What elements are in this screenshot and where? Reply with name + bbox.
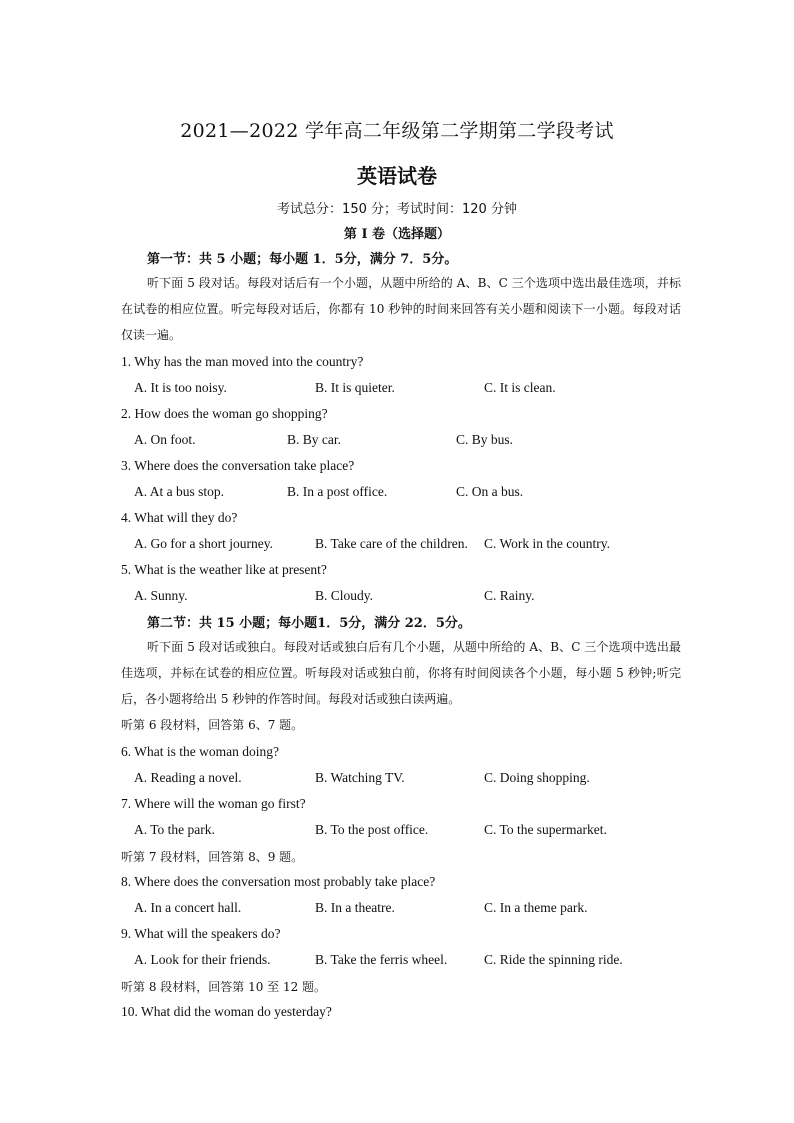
material-note-7: 听第 7 段材料，回答第 8、9 题。 [121,850,304,864]
material-note-6: 听第 6 段材料，回答第 6、7 题。 [121,718,304,732]
question-5-option-c: C. Rainy. [484,588,535,603]
question-1: 1. Why has the man moved into the country? [121,354,364,369]
question-2-option-b: B. By car. [287,432,341,447]
question-9-option-a: A. Look for their friends. [134,952,271,967]
section2-heading: 第二节：共 15 小题；每小题1．5分，满分 22．5分。 [147,616,471,631]
question-5: 5. What is the weather like at present? [121,562,327,577]
exam-subtitle: 英语试卷 [357,164,437,188]
question-7-option-c: C. To the supermarket. [484,822,607,837]
question-7-option-b: B. To the post office. [315,822,429,837]
material-note-8: 听第 8 段材料，回答第 10 至 12 题。 [121,980,327,994]
question-3: 3. Where does the conversation take place? [121,458,355,473]
question-6: 6. What is the woman doing? [121,744,279,759]
question-9-option-b: B. Take the ferris wheel. [315,952,448,967]
question-9: 9. What will the speakers do? [121,926,281,941]
question-2-option-a: A. On foot. [134,432,196,447]
question-8-option-a: A. In a concert hall. [134,900,242,915]
question-4: 4. What will they do? [121,510,238,525]
question-7-option-a: A. To the park. [134,822,215,837]
question-2-option-c: C. By bus. [456,432,514,447]
question-5-option-b: B. Cloudy. [315,588,374,603]
question-4-option-c: C. Work in the country. [484,536,611,551]
question-7: 7. Where will the woman go first? [121,796,306,811]
question-4-option-a: A. Go for a short journey. [134,536,273,551]
question-6-option-a: A. Reading a novel. [134,770,242,785]
part-label: 第 I 卷（选择题） [343,227,451,242]
question-3-option-a: A. At a bus stop. [134,484,225,499]
question-5-option-a: A. Sunny. [134,588,188,603]
question-2: 2. How does the woman go shopping? [121,406,328,421]
question-1-option-b: B. It is quieter. [315,380,395,395]
question-3-option-b: B. In a post office. [287,484,388,499]
exam-info: 考试总分：150 分；考试时间：120 分钟 [277,202,517,217]
exam-title: 2021—2022 学年高二年级第二学期第二学段考试 [180,120,614,142]
question-6-option-c: C. Doing shopping. [484,770,590,785]
section2-instructions: 听下面 5 段对话或独白。每段对话或独白后有几个小题，从题中所给的 A、B、C 三个选项中选出最佳选项，并标在试卷的相应位置。听每段对话或独白前，你将有时间阅读各个小题，每小题 5 秒钟;听完后，各小题将给出 5 秒钟的作答时间。每段对话或独白读两遍。 [121,640,681,706]
question-10: 10. What did the woman do yesterday? [121,1004,332,1019]
question-1-option-c: C. It is clean. [484,380,556,395]
section1-heading: 第一节：共 5 小题；每小题 1．5分，满分 7．5分。 [147,252,458,267]
section1-instructions: 听下面 5 段对话。每段对话后有一个小题，从题中所给的 A、B、C 三个选项中选出最佳选项，并标在试卷的相应位置。听完每段对话后，你都有 10 秒钟的时间来回答有关小题和阅读下一小题。每段对话仅读一遍。 [121,276,681,342]
question-1-option-a: A. It is too noisy. [134,380,227,395]
question-8: 8. Where does the conversation most probably take place? [121,874,436,889]
question-8-option-c: C. In a theme park. [484,900,588,915]
question-4-option-b: B. Take care of the children. [315,536,468,551]
question-3-option-c: C. On a bus. [456,484,524,499]
question-9-option-c: C. Ride the spinning ride. [484,952,623,967]
question-8-option-b: B. In a theatre. [315,900,395,915]
question-6-option-b: B. Watching TV. [315,770,405,785]
